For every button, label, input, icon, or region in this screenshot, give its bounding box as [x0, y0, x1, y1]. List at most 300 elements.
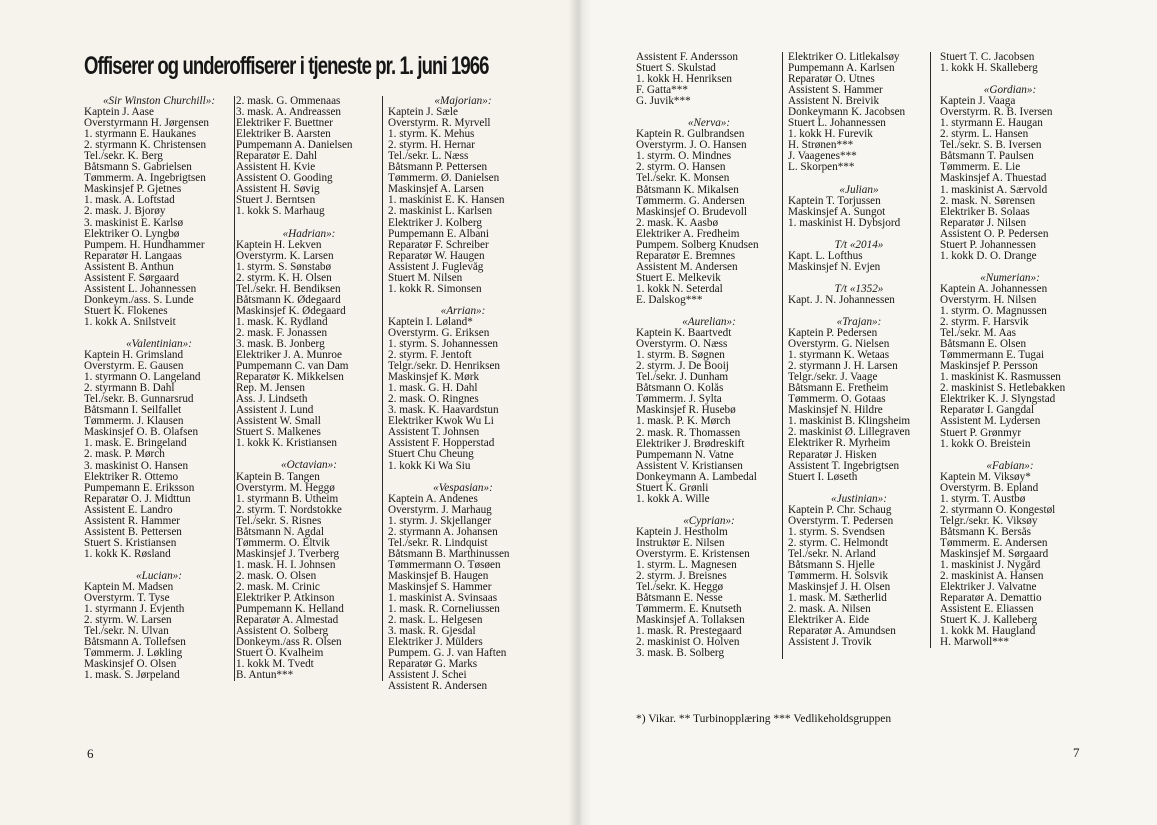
crew-entry: Telgr./sekr. D. Henriksen — [388, 361, 500, 373]
crew-entry: Tel./sekr. H. Bendiksen — [236, 283, 341, 295]
crew-entry: Assistent J. Schei — [388, 670, 467, 682]
crew-entry: Maskinsjef P. Gjetnes — [84, 184, 182, 196]
crew-entry: Tømmerm. O. Gotaas — [788, 394, 886, 406]
crew-entry: 3. mask. A. Andreassen — [236, 107, 342, 119]
crew-entry: Overstyrm. G. Nielsen — [788, 339, 890, 351]
crew-entry: 3. maskinist O. Hansen — [84, 460, 189, 472]
crew-entry: Maskinsjef O. B. Olafsen — [84, 427, 199, 439]
crew-entry: Maskinsjef A. Thuestad — [940, 173, 1047, 185]
crew-entry: Tel./sekr. K. Heggø — [636, 582, 724, 594]
crew-entry: Assistent L. Johannessen — [84, 283, 197, 295]
crew-entry: Rep. M. Jensen — [236, 383, 305, 395]
crew-entry: Stuert K. Grønli — [636, 482, 709, 494]
ship-heading: T/t «1352» — [834, 283, 884, 295]
ship-heading: «Cyprian»: — [683, 515, 735, 527]
crew-entry: 2. mask. A. Nilsen — [788, 604, 871, 616]
crew-entry: 2. mask. G. Ommenaas — [236, 96, 341, 107]
crew-entry: Maskinsjef R. Husebø — [636, 405, 736, 417]
ship-heading: T/t «2014» — [834, 239, 884, 251]
crew-entry: 1. styrm. O. Magnussen — [940, 305, 1047, 317]
crew-entry: 1. styrmann J. Evjenth — [84, 604, 185, 616]
crew-entry: Tømmerm. J. Løkling — [84, 648, 183, 660]
crew-entry: Båtsmann S. Hjelle — [788, 559, 875, 571]
crew-entry: Reparatør J. Hisken — [788, 449, 877, 461]
crew-entry: 1. styrmann B. Utheim — [236, 493, 339, 505]
crew-entry: Assistent H. Kvie — [236, 162, 316, 174]
crew-entry: Stuert P. Grønmyr — [940, 427, 1022, 439]
crew-entry: Stuert T. C. Jacobsen — [940, 52, 1035, 63]
crew-entry: Elektriker A. Fredheim — [636, 228, 740, 240]
ship-heading: «Justinian»: — [831, 493, 887, 505]
crew-entry: Pumpem. G. J. van Haften — [388, 648, 507, 660]
crew-entry: Båtsmann T. Paulsen — [940, 151, 1034, 163]
crew-entry: 1. kokk D. O. Drange — [940, 250, 1037, 262]
crew-entry: Tel./sekr. S. Risnes — [236, 515, 322, 527]
crew-entry: 1. styrmann E. Haukanes — [84, 129, 197, 141]
crew-entry: 2. mask. M. Crinic — [236, 581, 320, 593]
ship-heading: «Sir Winston Churchill»: — [102, 96, 216, 107]
crew-entry: Stuert Chu Cheung — [388, 449, 474, 461]
crew-entry: Assistent R. Hammer — [84, 515, 181, 527]
crew-entry: Kaptein P. Chr. Schaug — [788, 504, 892, 516]
crew-entry: Tømmermann O. Tøsøen — [388, 559, 501, 571]
crew-entry: Overstyrm. O. Næss — [636, 339, 728, 351]
crew-entry: Tel./sekr. R. Lindquist — [388, 537, 488, 549]
crew-entry: 1. maskinist J. Nygård — [940, 560, 1041, 572]
crew-entry: Assistent O. Solberg — [236, 626, 329, 638]
crew-column-3 — [388, 96, 538, 692]
crew-entry: 1. kokk K. Kristiansen — [236, 438, 337, 450]
page-number-right: 7 — [1073, 745, 1080, 760]
crew-entry: 1. styrm. J. Skjellanger — [388, 515, 492, 527]
crew-entry: Assistent B. Anthun — [84, 261, 174, 273]
crew-entry: Kaptein M. Viksøy* — [940, 471, 1031, 483]
crew-entry: H. Strønen*** — [788, 140, 854, 152]
crew-entry: Overstyrm. E. Kristensen — [636, 548, 750, 560]
ship-heading: «Aurelian»: — [682, 317, 736, 329]
crew-entry: Donkeymann A. Lambedal — [636, 471, 757, 483]
crew-entry: Tel./sekr. M. Aas — [940, 328, 1016, 340]
crew-entry: Maskinsjef M. Sørgaard — [940, 548, 1049, 560]
page-number-left: 6 — [87, 746, 94, 761]
crew-entry: Tel./sekr. S. B. Iversen — [940, 140, 1042, 152]
crew-entry: Reparatør E. Bremnes — [636, 250, 736, 262]
spacer — [636, 306, 782, 317]
crew-entry: Stuert M. Nilsen — [388, 272, 463, 284]
ship-heading: «Arrian»: — [440, 305, 486, 317]
crew-entry: Kapt. L. Lofthus — [788, 250, 863, 262]
ship-heading: «Fabian»: — [986, 460, 1034, 472]
crew-entry: Reparatør I. Gangdal — [940, 405, 1035, 417]
crew-entry: Stuert S. Malkenes — [236, 427, 321, 439]
crew-entry: Assistent J. Trovik — [788, 637, 872, 649]
crew-entry: Elektriker J. Brødreskift — [636, 438, 745, 450]
crew-entry: Assistent O. P. Pedersen — [940, 228, 1049, 240]
crew-entry: 3. maskinist E. Karlsø — [84, 217, 184, 229]
crew-entry: Overstyrm. T. Pedersen — [788, 515, 894, 527]
crew-entry: 1. mask. S. Jørpeland — [84, 670, 180, 682]
crew-entry: Tel./sekr. L. Næss — [388, 151, 469, 163]
crew-column-2 — [236, 96, 383, 681]
crew-entry: Pumpemann N. Vatne — [636, 449, 734, 461]
crew-entry: Pumpemann E. Eriksson — [84, 482, 195, 494]
crew-entry: Donkeym./ass. S. Lunde — [84, 294, 194, 306]
crew-entry: Kaptein H. Grimsland — [84, 350, 184, 362]
crew-entry: Pumpemann A. Danielsen — [236, 140, 353, 152]
crew-entry: Båtsmann K. Bersås — [940, 526, 1032, 538]
crew-entry: Assistent V. Kristiansen — [636, 460, 743, 472]
crew-entry: Maskinsjef J. H. Olsen — [788, 582, 891, 594]
crew-entry: H. Marwoll*** — [940, 637, 1009, 649]
crew-entry: 1. mask. A. Loftstad — [84, 195, 175, 207]
spacer — [236, 449, 382, 460]
crew-entry: Assistent H. Søvig — [236, 184, 320, 196]
crew-entry: Elektriker O. Lyngbø — [84, 228, 180, 240]
spacer — [84, 560, 234, 571]
crew-entry: Overstyrmann H. Jørgensen — [84, 118, 210, 130]
crew-entry: 2. mask. N. Sørensen — [940, 195, 1036, 207]
crew-entry: Ass. J. Lindseth — [236, 394, 308, 406]
crew-entry: Tømmerm. O. Eltvik — [236, 537, 330, 549]
ship-heading: «Lucian»: — [136, 570, 182, 582]
crew-entry: 2. styrm. O. Hansen — [636, 162, 726, 174]
crew-entry: Elektriker J. Valvatne — [940, 582, 1037, 594]
crew-entry: Donkeymann K. Jacobsen — [788, 107, 906, 119]
crew-entry: Assistent N. Breivik — [788, 96, 880, 108]
crew-entry: Kaptein J. Aase — [84, 107, 154, 119]
crew-entry: 3. mask. B. Jonberg — [236, 338, 325, 350]
crew-entry: Reparatør E. Dahl — [236, 151, 318, 163]
crew-entry: 1. mask. M. Sætherlid — [788, 593, 887, 605]
crew-entry: Kaptein T. Torjussen — [788, 195, 881, 207]
crew-entry: Assistent E. Eliassen — [940, 604, 1034, 616]
crew-entry: 1. mask. G. H. Dahl — [388, 383, 478, 395]
crew-entry: 1. maskinist A. Svinsaas — [388, 593, 498, 605]
crew-entry: Båtsmann S. Gabrielsen — [84, 162, 192, 174]
crew-entry: Båtsmann B. Marthinussen — [388, 548, 510, 560]
crew-entry: Stuert O. Kvalheim — [236, 648, 324, 660]
crew-entry: Pumpemann K. Helland — [236, 604, 344, 616]
crew-entry: Maskinsjef B. Haugen — [388, 570, 489, 582]
crew-entry: Kaptein R. Gulbrandsen — [636, 129, 745, 141]
crew-entry: 1. kokk M. Tvedt — [236, 659, 314, 671]
spacer — [788, 273, 930, 284]
crew-entry: Elektriker A. Eide — [788, 615, 870, 627]
crew-entry: 1. styrm. B. Søgnen — [636, 350, 725, 362]
crew-entry: 1. maskinist B. Klingsheim — [788, 416, 911, 428]
crew-entry: Elektriker B. Aarsten — [236, 129, 331, 141]
crew-entry: 1. mask. H. I. Johnsen — [236, 559, 336, 571]
ship-heading: «Octavian»: — [281, 460, 337, 472]
crew-entry: Tel./sekr. N. Arland — [788, 548, 876, 560]
crew-entry: Kaptein K. Baartvedt — [636, 328, 732, 340]
crew-entry: Kaptein H. Lekven — [236, 239, 322, 251]
crew-entry: Tømmerm. E. Lie — [940, 162, 1021, 174]
spacer — [788, 174, 930, 185]
crew-entry: 1. maskinist H. Dybsjord — [788, 217, 901, 229]
crew-entry: 1. maskinist K. Rasmussen — [940, 372, 1061, 384]
crew-entry: Assistent M. Andersen — [636, 261, 738, 273]
crew-entry: Assistent T. Johnsen — [388, 427, 480, 439]
crew-entry: Stuert E. Melkevik — [636, 272, 721, 284]
crew-entry: Instruktør E. Nilsen — [636, 537, 725, 549]
crew-entry: Tømmermann E. Tugai — [940, 350, 1045, 362]
crew-entry: Elektriker P. Atkinson — [236, 593, 335, 605]
crew-entry: 2. styrmann J. H. Larsen — [788, 361, 898, 373]
crew-entry: Telgr./sekr. J. Vaage — [788, 372, 878, 384]
crew-entry: Overstyrm. R. Myrvell — [388, 118, 491, 130]
crew-entry: Elektriker B. Solaas — [940, 206, 1030, 218]
crew-entry: Assistent O. Gooding — [236, 173, 333, 185]
crew-entry: Elektriker J. A. Munroe — [236, 350, 342, 362]
crew-entry: 1. kokk N. Seterdal — [636, 283, 723, 295]
crew-entry: 2. mask. P. Mørch — [84, 449, 165, 461]
crew-entry: Tømmerm. E. Knutseth — [636, 604, 742, 616]
crew-entry: E. Dalskog*** — [636, 294, 703, 306]
crew-entry: 1. styrm. S. Sønstabø — [236, 261, 332, 273]
crew-entry: 1. styrm. T. Austbø — [940, 493, 1026, 505]
crew-entry: Tømmerm. J. Sylta — [636, 394, 722, 406]
crew-entry: 2. styrm. K. H. Olsen — [236, 272, 332, 284]
spacer — [788, 229, 930, 240]
crew-entry: Båtsmann N. Agdal — [236, 526, 324, 538]
crew-entry: Overstyrm. G. Eriksen — [388, 327, 490, 339]
crew-entry: Kaptein J. Sæle — [388, 107, 458, 119]
crew-entry: Kaptein J. Hestholm — [636, 526, 728, 538]
crew-entry: Maskinsjef O. Brudevoll — [636, 206, 747, 218]
crew-entry: Elektriker J. Kolberg — [388, 217, 482, 229]
crew-entry: 1. mask. R. Prestegaard — [636, 626, 742, 638]
crew-entry: Reparatør A. Almestad — [236, 615, 339, 627]
crew-entry: Båtsmann E. Fretheim — [788, 383, 889, 395]
crew-entry: Telgr./sekr. K. Viksøy — [940, 515, 1038, 527]
page-title: Offiserer og underoffiserer i tjeneste pr. 1. juni 1966 — [84, 52, 489, 80]
crew-entry: Reparatør J. Nilsen — [940, 217, 1027, 229]
crew-entry: Pumpem. H. Hundhammer — [84, 239, 205, 251]
crew-entry: 3. mask. R. Gjesdal — [388, 626, 476, 638]
crew-column-6 — [940, 52, 1080, 648]
crew-entry: Kaptein A. Andenes — [388, 493, 478, 505]
crew-entry: Reparatør H. Langaas — [84, 250, 182, 262]
crew-entry: Båtsmann E. Olsen — [940, 339, 1027, 351]
spacer — [84, 328, 234, 339]
crew-entry: Reparatør O. J. Midttun — [84, 493, 191, 505]
crew-entry: 1. kokk O. Breistein — [940, 438, 1031, 450]
crew-entry: Elektriker J. Mülders — [388, 637, 483, 649]
crew-entry: Assistent E. Landro — [84, 504, 173, 516]
crew-entry: 1. mask. E. Bringeland — [84, 438, 187, 450]
spacer — [788, 483, 930, 494]
crew-entry: 1. maskinist E. K. Hansen — [388, 195, 505, 207]
crew-entry: Maskinsjef N. Hildre — [788, 405, 883, 417]
crew-entry: Tel./sekr. K. Berg — [84, 151, 163, 163]
spacer — [236, 218, 382, 229]
crew-entry: 1. styrm. K. Mehus — [388, 129, 475, 141]
ship-heading: «Majorian»: — [434, 96, 492, 107]
crew-entry: 1. mask. K. Rydland — [236, 316, 328, 328]
crew-entry: 2. maskinist Ø. Lillegraven — [788, 427, 911, 439]
crew-entry: 2. styrm. W. Larsen — [84, 615, 172, 627]
crew-entry: 1. mask. R. Corneliussen — [388, 604, 500, 616]
crew-entry: 2. styrm. H. Hernar — [388, 140, 475, 152]
crew-entry: Reparatør A. Demattio — [940, 593, 1042, 605]
crew-entry: Maskinsjef J. Tverberg — [236, 548, 340, 560]
crew-entry: 2. styrm. C. Helmondt — [788, 537, 889, 549]
crew-entry: Kaptein J. Vaaga — [940, 96, 1016, 108]
crew-entry: Tømmerm. G. Andersen — [636, 195, 745, 207]
crew-entry: 2. styrm. F. Harsvik — [940, 317, 1029, 329]
crew-entry: 2. maskinist O. Holven — [636, 637, 740, 649]
crew-entry: G. Juvik*** — [636, 96, 691, 108]
crew-entry: 3. mask. B. Solberg — [636, 648, 725, 660]
crew-entry: Stuert K. Flokenes — [84, 305, 168, 317]
crew-entry: Kapt. J. N. Johannessen — [788, 294, 895, 306]
crew-entry: Pumpemann A. Karlsen — [788, 63, 895, 75]
crew-entry: Kaptein P. Pedersen — [788, 327, 878, 339]
crew-entry: Båtsmann O. Kolås — [636, 383, 724, 395]
crew-entry: F. Gatta*** — [636, 85, 688, 97]
crew-entry: Assistent B. Pettersen — [84, 526, 182, 538]
crew-entry: Tømmerm. E. Andersen — [940, 537, 1048, 549]
crew-entry: 2. maskinist S. Hetlebakken — [940, 383, 1066, 395]
crew-entry: Stuert I. Løseth — [788, 471, 858, 483]
crew-entry: Kaptein M. Madsen — [84, 581, 174, 593]
crew-entry: Båtsmann K. Mikalsen — [636, 184, 739, 196]
crew-entry: 2. mask. J. Bjorøy — [84, 206, 166, 218]
ship-heading: «Trajan»: — [836, 316, 882, 328]
ship-heading: «Vespasian»: — [433, 482, 493, 494]
crew-entry: 1. kokk H. Furevik — [788, 129, 873, 141]
crew-entry: Reparatør A. Amundsen — [788, 626, 896, 638]
crew-entry: Assistent J. Fuglevåg — [388, 261, 484, 273]
crew-entry: 2. styrm. J. De Booij — [636, 361, 729, 373]
crew-entry: Overstyrm. H. Nilsen — [940, 294, 1037, 306]
crew-entry: Overstyrm. E. Gausen — [84, 361, 184, 373]
ship-heading: «Hadrian»: — [282, 228, 336, 240]
crew-entry: 2. mask. F. Jonassen — [236, 327, 328, 339]
spacer — [940, 74, 1080, 85]
crew-entry: J. Vaagenes*** — [788, 151, 857, 163]
crew-entry: Elektriker F. Buettner — [236, 118, 333, 130]
crew-entry: Stuert K. J. Kalleberg — [940, 615, 1038, 627]
spacer — [388, 295, 538, 306]
crew-entry: 1. maskinist A. Særvold — [940, 184, 1048, 196]
spacer — [636, 107, 782, 118]
crew-entry: 2. mask. K. Aasbø — [636, 217, 719, 229]
spacer — [636, 505, 782, 516]
crew-entry: 1. styrm. S. Johannessen — [388, 338, 499, 350]
crew-entry: Stuert L. Johannessen — [788, 118, 886, 130]
crew-entry: 1. styrm. S. Svendsen — [788, 526, 885, 538]
crew-entry: Tømmerm. J. Klausen — [84, 416, 184, 428]
crew-entry: 2. mask. L. Helgesen — [388, 615, 483, 627]
crew-entry: Maskinsjef S. Hammer — [388, 581, 492, 593]
crew-entry: Maskinsjef A. Sungot — [788, 206, 886, 218]
crew-entry: 2. styrm. T. Nordstokke — [236, 504, 342, 516]
crew-entry: Stuert S. Kristiansen — [84, 537, 177, 549]
spacer — [940, 450, 1080, 461]
crew-entry: Assistent F. Sørgaard — [84, 272, 179, 284]
crew-entry: Assistent T. Ingebrigtsen — [788, 460, 900, 472]
crew-entry: 1. kokk Ki Wa Siu — [388, 460, 471, 472]
crew-entry: Båtsmann I. Seilfallet — [84, 405, 182, 417]
crew-entry: 1. kokk S. Marhaug — [236, 206, 325, 218]
crew-entry: 2. styrmann A. Johansen — [388, 526, 498, 538]
crew-entry: B. Antun*** — [236, 670, 294, 682]
crew-entry: Reparatør O. Utnes — [788, 74, 875, 86]
crew-entry: 1. mask. P. K. Mørch — [636, 416, 731, 428]
crew-entry: Båtsmann K. Ødegaard — [236, 294, 341, 306]
crew-entry: 2. styrmann K. Christensen — [84, 140, 207, 152]
crew-entry: Båtsmann P. Pettersen — [388, 162, 488, 174]
crew-entry: Reparatør W. Haugen — [388, 250, 485, 262]
crew-entry: 1. styrm. L. Magnesen — [636, 560, 737, 572]
crew-entry: 1. styrmann K. Wetaas — [788, 350, 890, 362]
crew-entry: Overstyrm. R. B. Iversen — [940, 107, 1053, 119]
crew-entry: Assistent J. Lund — [236, 405, 314, 417]
crew-entry: Tel./sekr. K. Monsen — [636, 173, 730, 185]
crew-entry: Overstyrm. K. Larsen — [236, 250, 334, 262]
crew-entry: Assistent R. Andersen — [388, 681, 488, 693]
ship-heading: «Valentinian»: — [126, 338, 192, 350]
crew-entry: Overstyrm. T. Tyse — [84, 593, 170, 605]
crew-entry: Pumpemann C. van Dam — [236, 361, 349, 373]
ship-heading: «Julian» — [839, 184, 879, 196]
crew-entry: Tel./sekr. B. Gunnarsrud — [84, 394, 194, 406]
crew-entry: 1. styrmann E. Haugan — [940, 118, 1043, 130]
crew-entry: 2. mask. R. Thomassen — [636, 427, 741, 439]
ship-heading: «Gordian»: — [983, 85, 1037, 97]
book-spine — [568, 0, 592, 825]
crew-entry: 1. kokk A. Wille — [636, 493, 710, 505]
crew-entry: Overstyrm. J. O. Hansen — [636, 140, 747, 152]
crew-column-1 — [84, 96, 235, 681]
crew-entry: 1. styrm. O. Mindnes — [636, 151, 732, 163]
crew-entry: Assistent F. Andersson — [636, 52, 738, 63]
crew-entry: Reparatør G. Marks — [388, 659, 478, 671]
crew-entry: 1. kokk K. Røsland — [84, 548, 171, 560]
spacer — [388, 472, 538, 483]
crew-entry: Elektriker R. Myrheim — [788, 438, 891, 450]
crew-column-4 — [636, 52, 783, 659]
crew-entry: Kaptein I. Løland* — [388, 316, 473, 328]
crew-entry: Stuert P. Johannessen — [940, 239, 1037, 251]
crew-entry: 2. styrmann B. Dahl — [84, 383, 175, 395]
crew-entry: 1. kokk R. Simonsen — [388, 283, 482, 295]
crew-entry: 2. mask. O. Ringnes — [388, 394, 479, 406]
crew-entry: Maskinsjef N. Evjen — [788, 261, 881, 273]
crew-entry: Elektriker Kwok Wu Li — [388, 416, 494, 428]
footnote: *) Vikar. ** Turbinopplæring *** Vedlikeholdsgruppen — [636, 713, 892, 725]
spacer — [940, 262, 1080, 273]
crew-entry: Tømmerm. H. Solsvik — [788, 570, 889, 582]
crew-entry: 2. maskinist A. Hansen — [940, 571, 1044, 583]
crew-entry: Stuert S. Skulstad — [636, 63, 716, 75]
crew-entry: Assistent M. Lydersen — [940, 416, 1041, 428]
crew-entry: Overstyrm. J. Marhaug — [388, 504, 492, 516]
crew-entry: Assistent S. Hammer — [788, 85, 883, 97]
crew-entry: L. Skorpen*** — [788, 162, 855, 174]
crew-entry: 1. kokk H. Henriksen — [636, 74, 733, 86]
crew-entry: 3. mask. K. Haavardstun — [388, 405, 499, 417]
crew-entry: Overstyrm. B. Epland — [940, 482, 1039, 494]
crew-entry: Elektriker K. J. Slyngstad — [940, 394, 1056, 406]
crew-entry: Tømmerm. Ø. Danielsen — [388, 173, 500, 185]
crew-entry: 2. styrmann O. Kongestøl — [940, 504, 1056, 516]
crew-entry: 1. kokk M. Haugland — [940, 626, 1036, 638]
crew-entry: Maskinsjef A. Larsen — [388, 184, 485, 196]
crew-entry: Stuert J. Berntsen — [236, 195, 316, 207]
